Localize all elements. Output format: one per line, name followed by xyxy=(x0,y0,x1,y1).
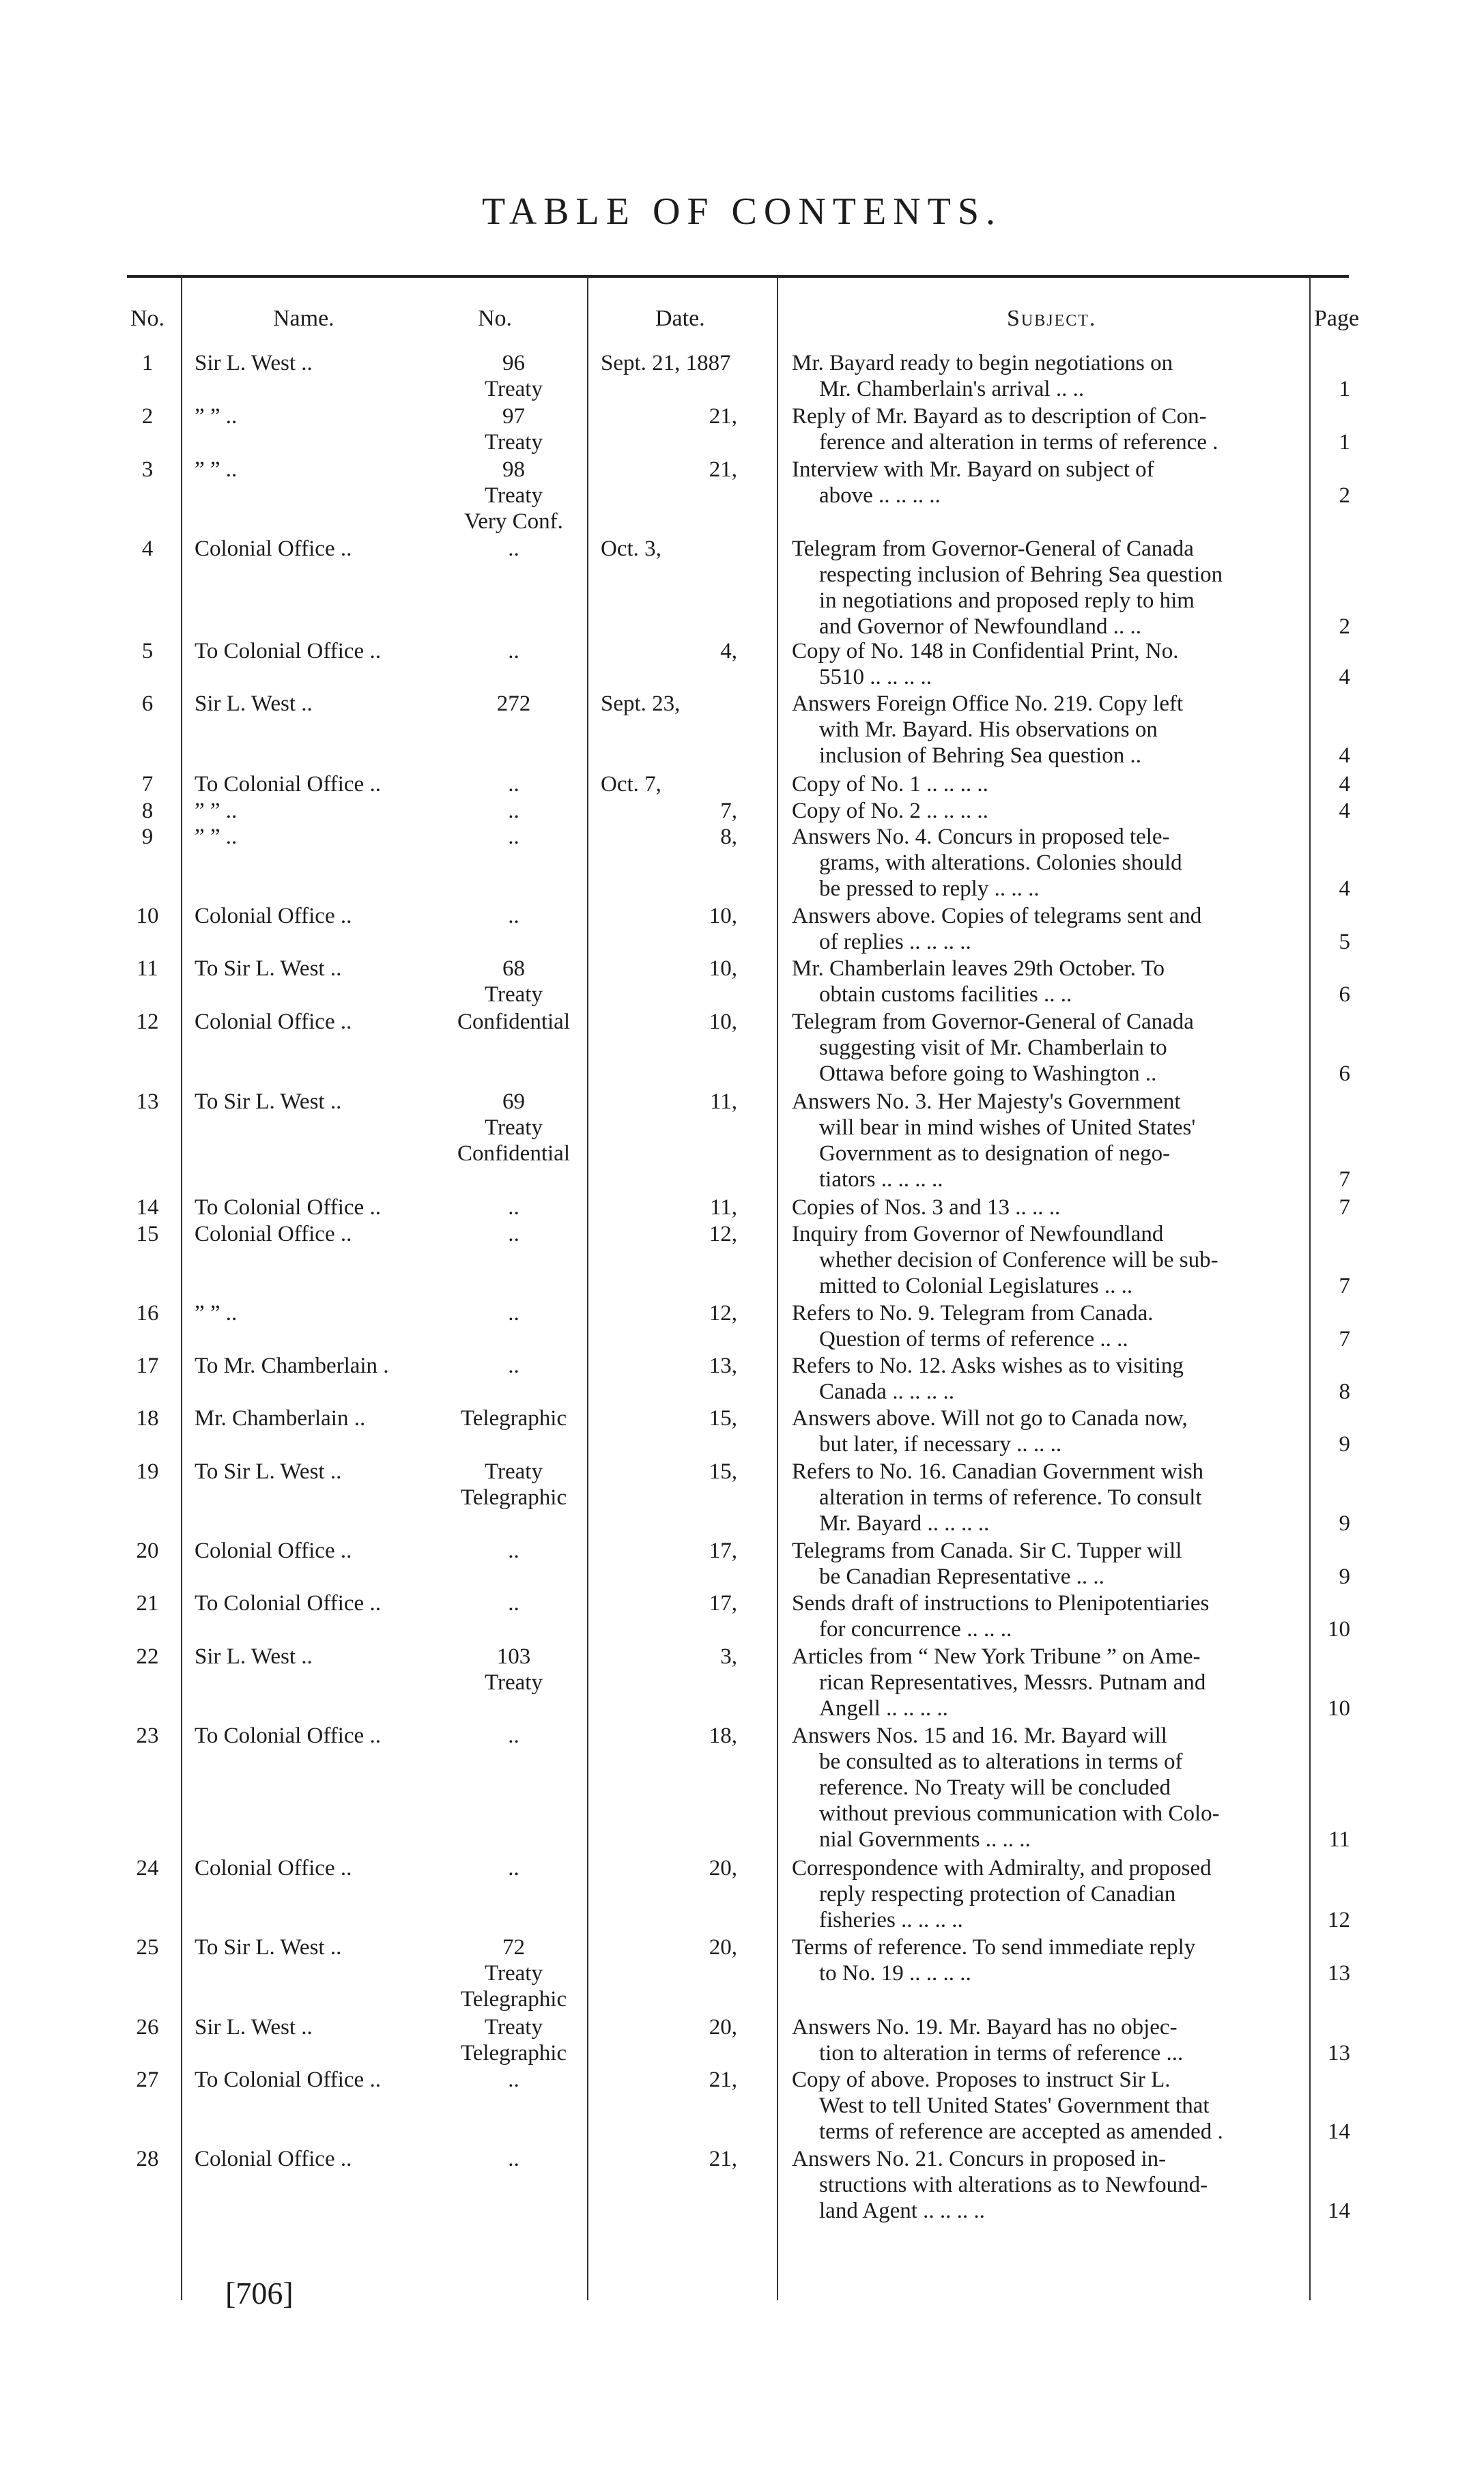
entry-subject xyxy=(792,824,1311,902)
entry-subject xyxy=(792,1723,1311,1853)
entry-page: 1 xyxy=(1339,377,1350,401)
entry-name: Sir L. West .. xyxy=(195,2015,313,2040)
entry-name: Sir L. West .. xyxy=(195,351,313,375)
entry-page: 4 xyxy=(1339,772,1350,797)
entry-page: 7 xyxy=(1339,1195,1350,1220)
despatch-number-line: .. xyxy=(508,1856,519,1881)
entry-despatch-number xyxy=(437,1353,590,1379)
subject-line: fisheries .. .. .. .. xyxy=(819,1908,963,1932)
entry-name: To Sir L. West .. xyxy=(195,956,342,981)
entry-name: Colonial Office .. xyxy=(195,1539,352,1563)
subject-line: Canada .. .. .. .. xyxy=(819,1380,954,1404)
subject-line: Articles from “ New York Tribune ” on Ame- xyxy=(792,1644,1201,1669)
entry-date: 4, xyxy=(720,639,737,663)
entry-date: 11, xyxy=(709,1089,737,1114)
entry-name: To Sir L. West .. xyxy=(195,1935,342,1960)
entry-subject xyxy=(792,1590,1311,1642)
entry-subject xyxy=(792,798,1311,824)
entry-number: 18 xyxy=(136,1406,159,1431)
subject-line: Answers No. 21. Concurs in proposed in- xyxy=(792,2147,1167,2171)
entry-despatch-number xyxy=(437,1855,590,1881)
entry-date: 15, xyxy=(709,1459,737,1484)
entry-name: Colonial Office .. xyxy=(195,1010,352,1034)
despatch-number-line: .. xyxy=(508,1301,519,1326)
subject-line: terms of reference are accepted as amended . xyxy=(819,2119,1223,2144)
subject-line: Copy of No. 2 .. .. .. .. xyxy=(792,799,988,823)
entry-despatch-number xyxy=(437,1538,590,1564)
entry-subject xyxy=(792,403,1311,455)
despatch-number-line: Treaty xyxy=(485,483,543,508)
entry-page: 8 xyxy=(1339,1380,1350,1404)
entry-despatch-number xyxy=(437,771,590,797)
subject-line: Sends draft of instructions to Plenipotentiaries xyxy=(792,1591,1210,1616)
column-divider-no xyxy=(181,276,182,2300)
subject-line: with Mr. Bayard. His observations on xyxy=(819,717,1158,742)
despatch-number-line: Treaty xyxy=(485,1115,543,1140)
entry-number: 8 xyxy=(141,799,154,823)
entry-despatch-number xyxy=(437,350,590,402)
subject-line: without previous communication with Colo- xyxy=(819,1801,1220,1826)
entry-name: Colonial Office .. xyxy=(195,1856,352,1881)
entry-name: Mr. Chamberlain .. xyxy=(195,1406,366,1431)
entry-despatch-number xyxy=(437,1300,590,1326)
despatch-number-line: 72 xyxy=(502,1935,525,1960)
entry-date: 20, xyxy=(709,1935,737,1960)
entry-despatch-number xyxy=(437,1405,590,1431)
subject-line: Telegram from Governor-General of Canada xyxy=(792,537,1194,561)
entry-date: 13, xyxy=(709,1354,737,1378)
despatch-number-line: .. xyxy=(508,1539,519,1563)
despatch-number-line: .. xyxy=(508,904,519,928)
despatch-number-line: .. xyxy=(508,1354,519,1378)
despatch-number-line: Confidential xyxy=(457,1141,570,1166)
subject-line: Question of terms of reference .. .. xyxy=(819,1327,1128,1352)
entry-page: 4 xyxy=(1339,799,1350,823)
despatch-number-line: .. xyxy=(508,825,519,849)
entry-despatch-number xyxy=(437,1723,590,1749)
despatch-number-line: Very Conf. xyxy=(464,509,563,534)
entry-name: Sir L. West .. xyxy=(195,691,313,716)
subject-line: Answers Foreign Office No. 219. Copy left xyxy=(792,691,1184,716)
subject-line: but later, if necessary .. .. .. xyxy=(819,1432,1062,1457)
header-name: Name. xyxy=(273,306,334,331)
despatch-number-line: 272 xyxy=(496,691,531,716)
subject-line: be pressed to reply .. .. .. xyxy=(819,876,1040,901)
subject-line: and Governor of Newfoundland .. .. xyxy=(819,614,1141,639)
entry-page: 12 xyxy=(1328,1908,1350,1932)
despatch-number-line: .. xyxy=(508,2068,519,2092)
entry-despatch-number xyxy=(437,903,590,929)
entry-date: 21, xyxy=(709,404,737,429)
subject-line: Answers No. 19. Mr. Bayard has no objec- xyxy=(792,2015,1178,2040)
despatch-number-line: Confidential xyxy=(457,1010,570,1034)
subject-line: Angell .. .. .. .. xyxy=(819,1696,948,1721)
entry-date: 10, xyxy=(709,904,737,928)
entry-page: 4 xyxy=(1339,665,1350,689)
entry-despatch-number xyxy=(437,638,590,664)
entry-page: 9 xyxy=(1339,1511,1350,1536)
subject-line: tion to alteration in terms of reference ... xyxy=(819,2041,1184,2065)
subject-line: Answers above. Will not go to Canada now, xyxy=(792,1406,1188,1431)
entry-date: 21, xyxy=(709,457,737,482)
entry-number: 12 xyxy=(136,1010,159,1034)
subject-line: nial Governments .. .. .. xyxy=(819,1827,1031,1852)
entry-number: 26 xyxy=(136,2015,159,2040)
entry-number: 22 xyxy=(136,1644,159,1669)
subject-line: Copy of No. 148 in Confidential Print, No. xyxy=(792,639,1179,663)
entry-number: 1 xyxy=(141,351,154,375)
entry-date: 10, xyxy=(709,956,737,981)
entry-page: 14 xyxy=(1328,2199,1350,2223)
entry-subject xyxy=(792,1459,1311,1536)
entry-name: To Mr. Chamberlain . xyxy=(195,1354,389,1378)
subject-line: of replies .. .. .. .. xyxy=(819,930,971,954)
entry-name: ” ” .. xyxy=(195,457,238,482)
entry-page: 10 xyxy=(1328,1617,1350,1642)
subject-line: suggesting visit of Mr. Chamberlain to xyxy=(819,1035,1167,1060)
entry-date: 8, xyxy=(720,825,737,849)
entry-subject xyxy=(792,691,1311,769)
entry-number: 5 xyxy=(141,639,154,663)
entry-subject xyxy=(792,350,1311,402)
entry-name: ” ” .. xyxy=(195,1301,238,1326)
entry-date: 18, xyxy=(709,1724,737,1748)
entry-despatch-number xyxy=(437,798,590,824)
entry-despatch-number xyxy=(437,1009,590,1035)
despatch-number-line: .. xyxy=(508,772,519,797)
entry-date: 20, xyxy=(709,1856,737,1881)
entry-page: 7 xyxy=(1339,1327,1350,1352)
entry-page: 13 xyxy=(1328,1961,1350,1986)
entry-number: 13 xyxy=(136,1089,159,1114)
subject-line: be Canadian Representative .. .. xyxy=(819,1564,1104,1589)
despatch-number-line: .. xyxy=(508,537,519,561)
header-rule xyxy=(127,275,1349,278)
subject-line: Ottawa before going to Washington .. xyxy=(819,1061,1157,1086)
subject-line: Refers to No. 9. Telegram from Canada. xyxy=(792,1301,1154,1326)
entry-name: Colonial Office .. xyxy=(195,1222,352,1246)
subject-line: Telegrams from Canada. Sir C. Tupper will xyxy=(792,1539,1182,1563)
despatch-number-line: Treaty xyxy=(485,2015,543,2040)
subject-line: grams, with alterations. Colonies should xyxy=(819,850,1182,875)
subject-line: mitted to Colonial Legislatures .. .. xyxy=(819,1274,1133,1298)
entry-page: 9 xyxy=(1339,1564,1350,1589)
despatch-number-line: .. xyxy=(508,799,519,823)
entry-subject xyxy=(792,1195,1311,1220)
entry-subject xyxy=(792,536,1311,640)
subject-line: land Agent .. .. .. .. xyxy=(819,2199,985,2223)
entry-page: 2 xyxy=(1339,483,1350,508)
print-number: [706] xyxy=(225,2276,294,2311)
entry-page: 6 xyxy=(1339,982,1350,1007)
entry-page: 5 xyxy=(1339,930,1350,954)
entry-number: 10 xyxy=(136,904,159,928)
entry-page: 14 xyxy=(1328,2119,1350,2144)
subject-line: Reply of Mr. Bayard as to description of Con- xyxy=(792,404,1207,429)
entry-name: To Colonial Office .. xyxy=(195,1724,381,1748)
despatch-number-line: Treaty xyxy=(485,377,543,401)
entry-page: 1 xyxy=(1339,430,1350,455)
column-divider-date xyxy=(777,276,778,2300)
entry-date: 10, xyxy=(709,1010,737,1034)
subject-line: Answers No. 3. Her Majesty's Government xyxy=(792,1089,1181,1114)
entry-subject xyxy=(792,2146,1311,2224)
entry-number: 9 xyxy=(141,825,154,849)
entry-name: ” ” .. xyxy=(195,799,238,823)
entry-number: 4 xyxy=(141,537,154,561)
entry-date: Oct. 7, xyxy=(601,772,661,797)
entry-subject xyxy=(792,457,1311,509)
entry-number: 28 xyxy=(136,2147,159,2171)
header-page: Page xyxy=(1314,306,1360,331)
entry-date: 20, xyxy=(709,2015,737,2040)
entry-date: 3, xyxy=(720,1644,737,1669)
subject-line: in negotiations and proposed reply to him xyxy=(819,588,1195,613)
entry-number: 23 xyxy=(136,1724,159,1748)
header-number: No. xyxy=(478,306,513,331)
subject-line: Answers Nos. 15 and 16. Mr. Bayard will xyxy=(792,1724,1167,1748)
entry-name: To Colonial Office .. xyxy=(195,772,381,797)
entry-number: 2 xyxy=(141,404,154,429)
entry-subject xyxy=(792,1089,1311,1192)
despatch-number-line: Treaty xyxy=(485,982,543,1007)
despatch-number-line: .. xyxy=(508,1195,519,1220)
entry-subject xyxy=(792,956,1311,1007)
entry-subject xyxy=(792,903,1311,955)
entry-subject xyxy=(792,1934,1311,1986)
entry-subject xyxy=(792,771,1311,797)
page-title: TABLE OF CONTENTS. xyxy=(482,190,1002,233)
entry-despatch-number xyxy=(437,1089,590,1167)
despatch-number-line: 68 xyxy=(502,956,525,981)
entry-despatch-number xyxy=(437,457,590,534)
entry-number: 24 xyxy=(136,1856,159,1881)
entry-number: 11 xyxy=(137,956,158,981)
entry-subject xyxy=(792,1009,1311,1087)
entry-despatch-number xyxy=(437,1934,590,2012)
subject-line: for concurrence .. .. .. xyxy=(819,1617,1012,1642)
entry-subject xyxy=(792,1538,1311,1590)
entry-number: 19 xyxy=(136,1459,159,1484)
subject-line: ference and alteration in terms of reference . xyxy=(819,430,1218,455)
despatch-number-line: .. xyxy=(508,1591,519,1616)
entry-number: 20 xyxy=(136,1539,159,1563)
subject-line: Answers above. Copies of telegrams sent and xyxy=(792,904,1202,928)
entry-date: 21, xyxy=(709,2068,737,2092)
despatch-number-line: Treaty xyxy=(485,1459,543,1484)
entry-name: To Colonial Office .. xyxy=(195,2068,381,2092)
entry-subject xyxy=(792,1855,1311,1933)
subject-line: be consulted as to alterations in terms of xyxy=(819,1749,1183,1774)
entry-number: 6 xyxy=(141,691,154,716)
entry-date: Oct. 3, xyxy=(601,537,661,561)
entry-date: 11, xyxy=(709,1195,737,1220)
entry-number: 14 xyxy=(136,1195,159,1220)
subject-line: to No. 19 .. .. .. .. xyxy=(819,1961,971,1986)
entry-date: 7, xyxy=(720,799,737,823)
subject-line: Answers No. 4. Concurs in proposed tele- xyxy=(792,825,1170,849)
subject-line: whether decision of Conference will be sub- xyxy=(819,1248,1218,1272)
entry-despatch-number xyxy=(437,536,590,562)
entry-subject xyxy=(792,2067,1311,2145)
subject-line: Mr. Bayard ready to begin negotiations on xyxy=(792,351,1173,375)
entry-despatch-number xyxy=(437,403,590,455)
entry-date: Sept. 23, xyxy=(601,691,681,716)
subject-line: respecting inclusion of Behring Sea question xyxy=(819,562,1223,587)
despatch-number-line: Telegraphic xyxy=(460,1485,567,1510)
despatch-number-line: Treaty xyxy=(485,1961,543,1986)
entry-subject xyxy=(792,2014,1311,2066)
entry-number: 7 xyxy=(141,772,154,797)
subject-line: structions with alterations as to Newfound- xyxy=(819,2173,1208,2197)
subject-line: Copies of Nos. 3 and 13 .. .. .. xyxy=(792,1195,1061,1220)
entry-date: 12, xyxy=(709,1222,737,1246)
subject-line: Copy of above. Proposes to instruct Sir L. xyxy=(792,2068,1171,2092)
entry-page: 2 xyxy=(1339,614,1350,639)
entry-despatch-number xyxy=(437,2067,590,2093)
despatch-number-line: Telegraphic xyxy=(460,2041,567,2065)
despatch-number-line: 96 xyxy=(502,351,525,375)
subject-line: inclusion of Behring Sea question .. xyxy=(819,743,1142,768)
entry-date: 15, xyxy=(709,1406,737,1431)
subject-line: obtain customs facilities .. .. xyxy=(819,982,1072,1007)
subject-line: Telegram from Governor-General of Canada xyxy=(792,1010,1194,1034)
entry-name: Colonial Office .. xyxy=(195,2147,352,2171)
subject-line: above .. .. .. .. xyxy=(819,483,941,508)
despatch-number-line: 103 xyxy=(496,1644,531,1669)
entry-subject xyxy=(792,1353,1311,1405)
subject-line: rican Representatives, Messrs. Putnam and xyxy=(819,1670,1206,1695)
despatch-number-line: Treaty xyxy=(485,430,543,455)
entry-date: 17, xyxy=(709,1539,737,1563)
header-no: No. xyxy=(130,306,165,331)
entry-page: 11 xyxy=(1328,1827,1350,1852)
entry-despatch-number xyxy=(437,2014,590,2066)
entry-date: 17, xyxy=(709,1591,737,1616)
subject-line: Mr. Bayard .. .. .. .. xyxy=(819,1511,990,1536)
entry-despatch-number xyxy=(437,1459,590,1511)
entry-name: ” ” .. xyxy=(195,404,238,429)
subject-line: Inquiry from Governor of Newfoundland xyxy=(792,1222,1164,1246)
subject-line: will bear in mind wishes of United States' xyxy=(819,1115,1196,1140)
entry-date: Sept. 21, 1887 xyxy=(601,351,731,375)
entry-number: 21 xyxy=(136,1591,159,1616)
despatch-number-line: .. xyxy=(508,1222,519,1246)
subject-line: reply respecting protection of Canadian xyxy=(819,1882,1176,1906)
entry-despatch-number xyxy=(437,691,590,717)
entry-subject xyxy=(792,1300,1311,1352)
entry-despatch-number xyxy=(437,1590,590,1616)
subject-line: alteration in terms of reference. To consult xyxy=(819,1485,1202,1510)
entry-subject xyxy=(792,638,1311,690)
despatch-number-line: 98 xyxy=(502,457,525,482)
entry-page: 6 xyxy=(1339,1061,1350,1086)
subject-line: Mr. Chamberlain's arrival .. .. xyxy=(819,377,1085,401)
entry-despatch-number xyxy=(437,2146,590,2172)
entry-despatch-number xyxy=(437,1221,590,1247)
despatch-number-line: 97 xyxy=(502,404,525,429)
entry-number: 25 xyxy=(136,1935,159,1960)
entry-name: Sir L. West .. xyxy=(195,1644,313,1669)
entry-page: 4 xyxy=(1339,876,1350,901)
entry-despatch-number xyxy=(437,824,590,850)
entry-name: Colonial Office .. xyxy=(195,537,352,561)
subject-line: Terms of reference. To send immediate reply xyxy=(792,1935,1196,1960)
entry-page: 10 xyxy=(1328,1696,1350,1721)
despatch-number-line: Telegraphic xyxy=(460,1406,567,1431)
entry-number: 27 xyxy=(136,2068,159,2092)
subject-line: Copy of No. 1 .. .. .. .. xyxy=(792,772,988,797)
entry-number: 3 xyxy=(141,457,154,482)
header-subject: Subject. xyxy=(1007,306,1097,331)
subject-line: Refers to No. 16. Canadian Government wish xyxy=(792,1459,1204,1484)
entry-date: 12, xyxy=(709,1301,737,1326)
subject-line: Government as to designation of nego- xyxy=(819,1141,1171,1166)
subject-line: reference. No Treaty will be concluded xyxy=(819,1775,1171,1800)
subject-line: Refers to No. 12. Asks wishes as to visiting xyxy=(792,1354,1184,1378)
entry-subject xyxy=(792,1221,1311,1299)
entry-page: 7 xyxy=(1339,1167,1350,1192)
entry-despatch-number xyxy=(437,956,590,1007)
entry-name: To Colonial Office .. xyxy=(195,1195,381,1220)
subject-line: tiators .. .. .. .. xyxy=(819,1167,943,1192)
subject-line: 5510 .. .. .. .. xyxy=(819,665,932,689)
entry-name: To Sir L. West .. xyxy=(195,1089,342,1114)
entry-name: ” ” .. xyxy=(195,825,238,849)
entry-name: Colonial Office .. xyxy=(195,904,352,928)
subject-line: Mr. Chamberlain leaves 29th October. To xyxy=(792,956,1165,981)
despatch-number-line: .. xyxy=(508,2147,519,2171)
subject-line: Correspondence with Admiralty, and proposed xyxy=(792,1856,1212,1881)
entry-number: 17 xyxy=(136,1354,159,1378)
despatch-number-line: Treaty xyxy=(485,1670,543,1695)
despatch-number-line: .. xyxy=(508,639,519,663)
despatch-number-line: .. xyxy=(508,1724,519,1748)
entry-number: 15 xyxy=(136,1222,159,1246)
entry-despatch-number xyxy=(437,1644,590,1696)
despatch-number-line: 69 xyxy=(502,1089,525,1114)
entry-name: To Colonial Office .. xyxy=(195,1591,381,1616)
subject-line: West to tell United States' Government that xyxy=(819,2093,1210,2118)
entry-page: 9 xyxy=(1339,1432,1350,1457)
entry-number: 16 xyxy=(136,1301,159,1326)
entry-despatch-number xyxy=(437,1195,590,1220)
entry-page: 4 xyxy=(1339,743,1350,768)
subject-line: Interview with Mr. Bayard on subject of xyxy=(792,457,1154,482)
header-date: Date. xyxy=(655,306,705,331)
entry-page: 13 xyxy=(1328,2041,1350,2065)
despatch-number-line: Telegraphic xyxy=(460,1987,567,2012)
entry-name: To Sir L. West .. xyxy=(195,1459,342,1484)
entry-date: 21, xyxy=(709,2147,737,2171)
entry-subject xyxy=(792,1644,1311,1721)
entry-name: To Colonial Office .. xyxy=(195,639,381,663)
entry-page: 7 xyxy=(1339,1274,1350,1298)
entry-subject xyxy=(792,1405,1311,1457)
